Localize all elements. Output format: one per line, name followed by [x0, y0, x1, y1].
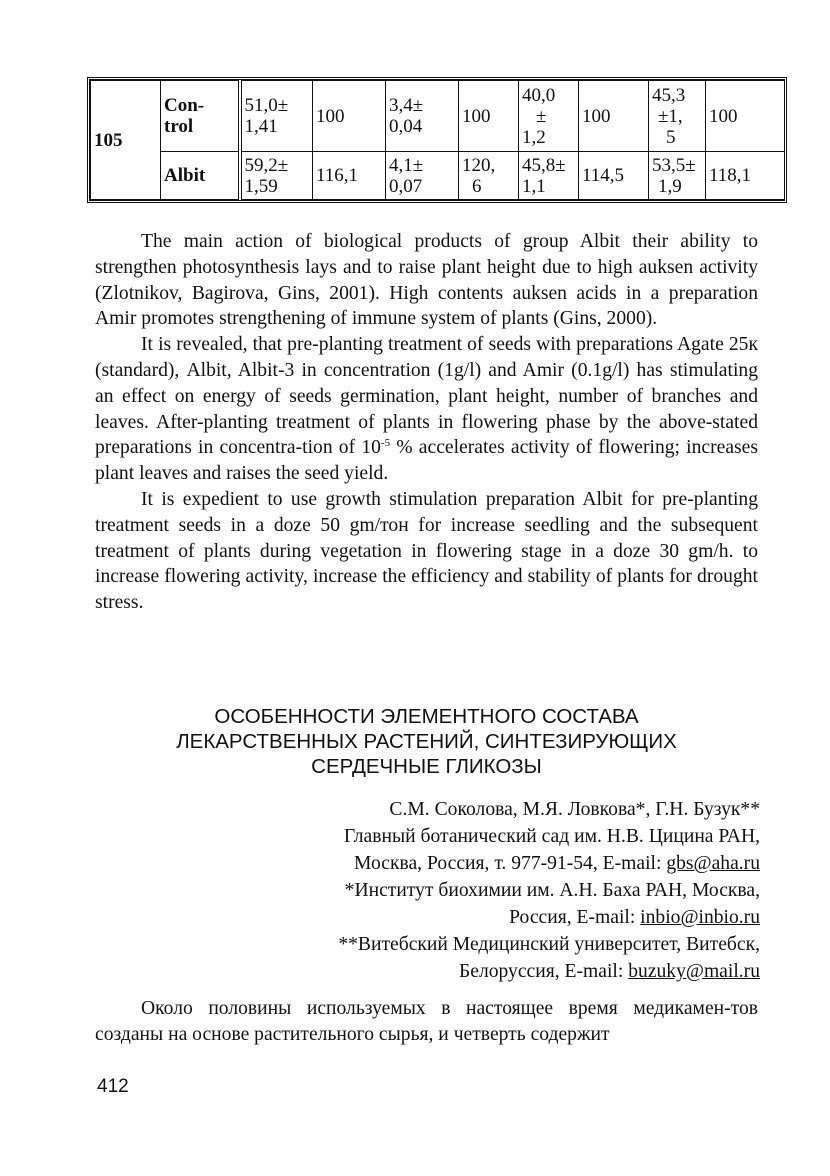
block-label-cell: 105	[91, 81, 161, 200]
paragraph-1: The main action of biological products of group Albit their ability to strengthen photosynthesis lays and to raise plant height due to high auksen activity (Zlotnikov, Bagirova, Gins, 2001). High contents auksen acids in a preparation Amir promotes strengthening of immune system of plants (Gins, 2000).	[95, 231, 758, 330]
table-cell: 118,1	[706, 152, 785, 200]
paragraph-2: It is revealed, that pre-planting treatment of seeds with preparations Agate 25к (standard), Albit, Albit-3 in concentration (1g/l) and Amir (0.1g/l) has stimulating an effect on energy of seeds germination, plant height, number of branches and leaves. After-planting treatment of plants in flowering phase by the above-stated preparations in concentra-tion of $10^{-5}$ % accelerates activity of flowering; increases plant leaves and raises the seed yield.	[95, 334, 758, 485]
intro-text	[95, 996, 758, 1048]
table-cell: 59,2± 1,59	[240, 152, 313, 200]
table-cell: 40,0 ± 1,2	[519, 81, 579, 152]
email-link-gbs[interactable]: gbs@aha.ru	[666, 853, 760, 874]
table-cell: 53,5± 1,9	[649, 152, 706, 200]
title-line-3: СЕРДЕЧНЫЕ ГЛИКОЗЫ	[311, 755, 542, 778]
table-cell: 116,1	[313, 152, 386, 200]
email-link-inbio[interactable]: inbio@inbio.ru	[640, 907, 760, 928]
authors-block	[95, 796, 760, 985]
page-number: 412	[97, 1076, 129, 1097]
title-line-1: ОСОБЕННОСТИ ЭЛЕМЕНТНОГО СОСТАВА	[214, 705, 639, 728]
variant-cell-albit: Albit	[161, 152, 240, 200]
table-cell: 45,3 ±1, 5	[649, 81, 706, 152]
table-row-control	[91, 81, 785, 152]
intro-paragraph: Около половины используемых в настоящее время медикамен-тов созданы на основе растительного сырья, и четверть содержит	[95, 998, 758, 1045]
table-cell: 120, 6	[459, 152, 519, 200]
affiliation-1-line-1: Главный ботанический сад им. Н.В. Цицина РАН,	[343, 826, 760, 847]
table-row-albit	[91, 152, 785, 200]
body-text	[95, 229, 758, 616]
variant-cell-control: Con- trol	[161, 81, 240, 152]
affiliation-3-line-1: **Витебский Медицинский университет, Витебск,	[338, 934, 760, 955]
affiliation-2-line-1: *Институт биохимии им. А.Н. Баха РАН, Москва,	[344, 880, 760, 901]
table-cell: 100	[706, 81, 785, 152]
affiliation-2-line-2: Россия, E-mail: inbio@inbio.ru	[509, 907, 760, 928]
article-title	[95, 704, 758, 779]
author-names: С.М. Соколова, М.Я. Ловкова*, Г.Н. Бузук**	[389, 799, 760, 820]
table-cell: 45,8± 1,1	[519, 152, 579, 200]
email-link-buzuky[interactable]: buzuky@mail.ru	[628, 961, 760, 982]
table-cell: 100	[459, 81, 519, 152]
affiliation-1-line-2: Москва, Россия, т. 977-91-54, E-mail: gbs@aha.ru	[354, 853, 760, 874]
table-cell: 114,5	[579, 152, 649, 200]
results-table	[87, 77, 787, 203]
table-cell: 4,1± 0,07	[386, 152, 459, 200]
table-cell: 51,0± 1,41	[240, 81, 313, 152]
paragraph-3: It is expedient to use growth stimulation preparation Albit for pre-planting treatment seeds in a doze 50 gm/тон for increase seedling and the subsequent treatment of plants during vegetation in flowering stage in a doze 30 gm/h. to increase flowering activity, increase the efficiency and stability of plants for drought stress.	[95, 488, 758, 614]
affiliation-3-line-2: Белоруссия, E-mail: buzuky@mail.ru	[459, 961, 760, 982]
results-table-grid	[90, 80, 785, 200]
table-cell: 3,4± 0,04	[386, 81, 459, 152]
table-cell: 100	[579, 81, 649, 152]
title-line-2: ЛЕКАРСТВЕННЫХ РАСТЕНИЙ, СИНТЕЗИРУЮЩИХ	[176, 730, 677, 753]
table-cell: 100	[313, 81, 386, 152]
